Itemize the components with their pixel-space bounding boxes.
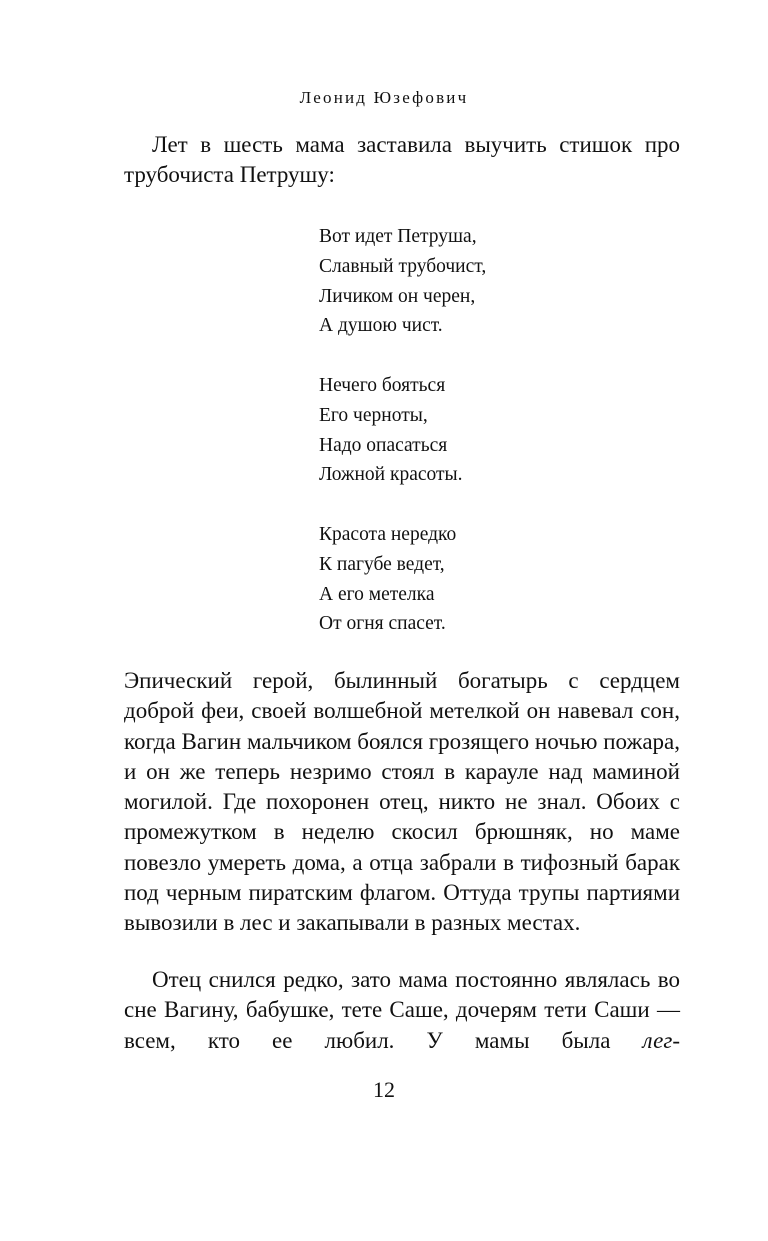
poem-line: Его черноты, bbox=[319, 404, 428, 426]
poem-line: Ложной красоты. bbox=[319, 464, 463, 486]
poem-line: А его метелка bbox=[319, 583, 435, 605]
poem-line: Нечего бояться bbox=[319, 374, 446, 396]
poem-line: К пагубе ведет, bbox=[319, 553, 445, 575]
poem-line: От огня спасет. bbox=[319, 613, 446, 635]
poem-line: Красота нередко bbox=[319, 523, 457, 545]
poem-line: Славный трубочист, bbox=[319, 255, 487, 277]
running-head: Леонид Юзефович bbox=[299, 88, 469, 107]
paragraph-dreams bbox=[124, 965, 680, 1056]
poem-line: Личиком он черен, bbox=[319, 285, 476, 307]
poem-line: Надо опасаться bbox=[319, 434, 448, 456]
poem-line: А душою чист. bbox=[319, 315, 443, 337]
poem bbox=[319, 222, 486, 639]
poem-stanza bbox=[319, 222, 486, 341]
paragraph-dreams-text: Отец снился редко, зато мама постоянно являлась во сне Вагину, бабушке, тете Саше, дочерям тети Саши — всем, кто ее любил. У мамы была bbox=[124, 967, 680, 1053]
paragraph-epic-hero: Эпический герой, былинный богатырь с сердцем доброй феи, своей волшебной метелкой он навевал сон, когда Вагин мальчиком боялся грозящего ночью пожара, и он же теперь незримо стоял в карауле над маминой могилой. Где похоронен отец, никто не знал. Обоих с промежутком в неделю скосил брюшняк, но маме повезло умереть дома, а отца забрали в тифозный барак под черным пиратским флагом. Оттуда трупы партиями вывозили в лес и закапывали в разных местах. bbox=[124, 668, 680, 936]
paragraph-dreams-italic: лег- bbox=[642, 1027, 680, 1053]
poem-stanza bbox=[319, 371, 486, 490]
paragraph-intro: Лет в шесть мама заставила выучить стишок про трубочиста Петрушу: bbox=[124, 132, 680, 188]
poem-line: Вот идет Петруша, bbox=[319, 226, 477, 247]
page-number: 12 bbox=[373, 1077, 395, 1102]
poem-stanza bbox=[319, 520, 486, 639]
